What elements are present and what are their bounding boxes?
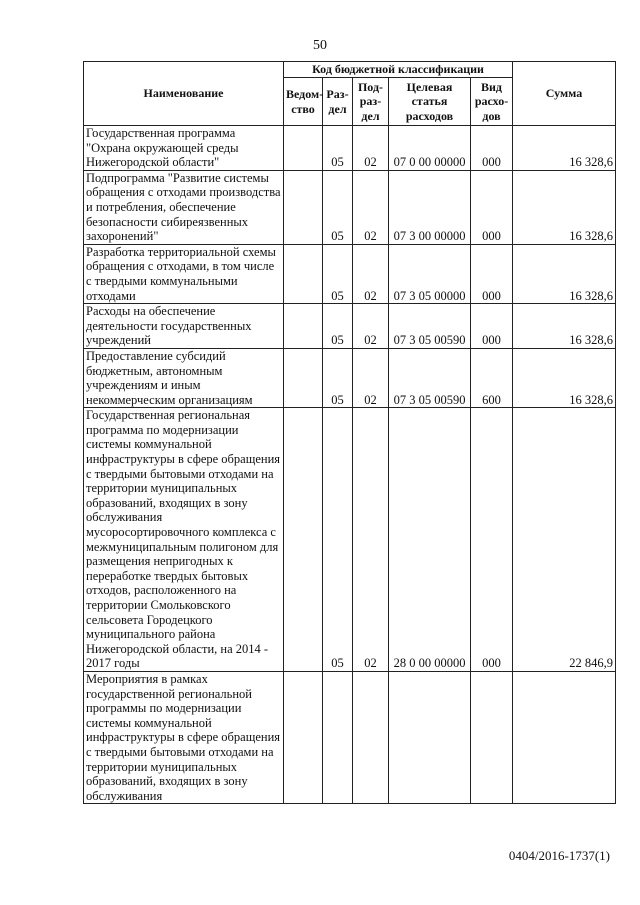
table-row <box>84 244 616 303</box>
row-target: 28 0 00 00000 <box>389 408 471 672</box>
row-name: Разработка территориальной схемы обращения с отходами, в том числе с твердыми коммунальными отходами <box>84 244 284 303</box>
page-number: 50 <box>313 38 327 53</box>
row-ved <box>284 304 323 349</box>
row-vid: 000 <box>471 304 513 349</box>
row-vid <box>471 671 513 803</box>
table-row <box>84 671 616 803</box>
row-razdel: 05 <box>323 348 353 407</box>
row-target <box>389 671 471 803</box>
row-vid: 000 <box>471 170 513 244</box>
row-sum: 22 846,9 <box>513 408 616 672</box>
row-ved <box>284 671 323 803</box>
header-razdel: Раз- дел <box>323 78 353 126</box>
budget-table <box>83 61 616 804</box>
row-razdel: 05 <box>323 244 353 303</box>
row-sum: 16 328,6 <box>513 126 616 171</box>
row-sum: 16 328,6 <box>513 348 616 407</box>
row-razdel: 05 <box>323 126 353 171</box>
header-sum: Сумма <box>513 62 616 126</box>
header-vedomstvo: Ведом- ство <box>284 78 323 126</box>
row-podrazdel: 02 <box>353 348 389 407</box>
table-body <box>84 126 616 804</box>
row-name: Расходы на обеспечение деятельности государственных учреждений <box>84 304 284 349</box>
table-header <box>84 62 616 126</box>
row-ved <box>284 408 323 672</box>
row-razdel: 05 <box>323 304 353 349</box>
row-podrazdel: 02 <box>353 244 389 303</box>
header-target: Целевая статья расходов <box>389 78 471 126</box>
row-ved <box>284 126 323 171</box>
row-vid: 000 <box>471 126 513 171</box>
row-target: 07 3 05 00590 <box>389 304 471 349</box>
row-name: Подпрограмма "Развитие системы обращения с отходами производства и потребления, обеспечение безопасности сибиреязвенных захоронений" <box>84 170 284 244</box>
row-target: 07 0 00 00000 <box>389 126 471 171</box>
row-sum: 16 328,6 <box>513 244 616 303</box>
row-target: 07 3 05 00590 <box>389 348 471 407</box>
table-row <box>84 170 616 244</box>
row-vid: 000 <box>471 408 513 672</box>
row-name: Государственная региональная программа по модернизации системы коммунальной инфраструктуры в сфере обращения с твердыми бытовыми отходами на территории муниципальных образований, входящих в зону обслуживания мусоросортировочного комплекса с межмуниципальным полигоном для размещения непригодных к переработке твердых бытовых отходов, расположенного на территории Смольковского сельсовета Городецкого муниципального района Нижегородской области, на 2014 - 2017 годы <box>84 408 284 672</box>
row-sum: 16 328,6 <box>513 170 616 244</box>
row-podrazdel: 02 <box>353 126 389 171</box>
header-vid: Вид расхо- дов <box>471 78 513 126</box>
row-razdel: 05 <box>323 408 353 672</box>
row-ved <box>284 170 323 244</box>
row-razdel <box>323 671 353 803</box>
row-sum: 16 328,6 <box>513 304 616 349</box>
row-target: 07 3 00 00000 <box>389 170 471 244</box>
row-podrazdel: 02 <box>353 408 389 672</box>
table-row <box>84 304 616 349</box>
row-podrazdel <box>353 671 389 803</box>
row-vid: 000 <box>471 244 513 303</box>
row-sum <box>513 671 616 803</box>
row-podrazdel: 02 <box>353 170 389 244</box>
row-name: Предоставление субсидий бюджетным, автономным учреждениям и иным некоммерческим организациям <box>84 348 284 407</box>
table-row <box>84 408 616 672</box>
header-code-group: Код бюджетной классификации <box>284 62 513 78</box>
row-ved <box>284 348 323 407</box>
row-podrazdel: 02 <box>353 304 389 349</box>
row-vid: 600 <box>471 348 513 407</box>
header-podrazdel: Под- раз- дел <box>353 78 389 126</box>
table-row <box>84 126 616 171</box>
row-razdel: 05 <box>323 170 353 244</box>
row-ved <box>284 244 323 303</box>
row-name: Мероприятия в рамках государственной региональной программы по модернизации системы коммунальной инфраструктуры в сфере обращения с твердыми бытовыми отходами на территории муниципальных образований, входящих в зону обслуживания <box>84 671 284 803</box>
row-name: Государственная программа "Охрана окружающей среды Нижегородской области" <box>84 126 284 171</box>
row-target: 07 3 05 00000 <box>389 244 471 303</box>
header-name: Наименование <box>84 62 284 126</box>
table-row <box>84 348 616 407</box>
document-code: 0404/2016-1737(1) <box>508 848 610 863</box>
